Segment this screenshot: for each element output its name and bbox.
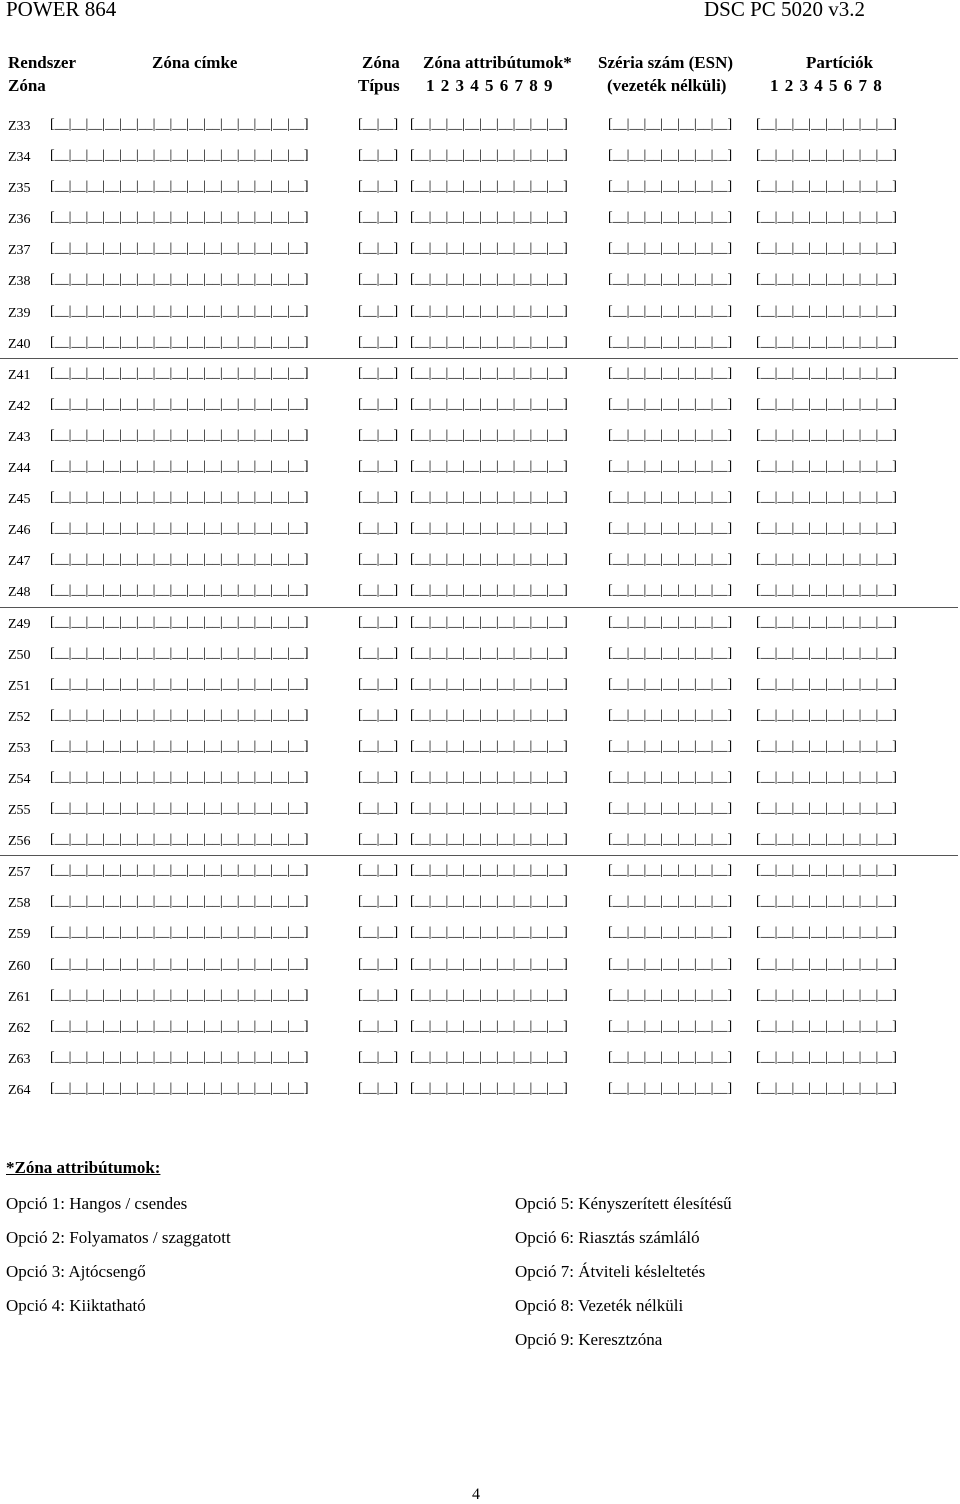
zone-type-field[interactable]: [__|__] <box>358 210 399 226</box>
zone-partitions-field[interactable]: [__|__|__|__|__|__|__|__] <box>756 738 897 754</box>
note-option-1: Opció 1: Hangos / csendes <box>6 1194 188 1213</box>
zone-number: Z56 <box>8 834 31 850</box>
zone-attributes-field[interactable]: [__|__|__|__|__|__|__|__|__] <box>410 272 568 288</box>
group-separator <box>0 607 958 608</box>
zone-partitions-field[interactable]: [__|__|__|__|__|__|__|__] <box>756 832 897 848</box>
zone-label-field[interactable]: [__|__|__|__|__|__|__|__|__|__|__|__|__|__|__] <box>50 396 309 412</box>
zone-partitions-field[interactable]: [__|__|__|__|__|__|__|__] <box>756 365 897 381</box>
zone-label-field[interactable]: [__|__|__|__|__|__|__|__|__|__|__|__|__|__|__] <box>50 738 309 754</box>
zone-partitions-field[interactable]: [__|__|__|__|__|__|__|__] <box>756 148 897 164</box>
zone-number: Z63 <box>8 1051 31 1067</box>
zone-row <box>0 614 960 645</box>
zone-number: Z39 <box>8 305 31 321</box>
zone-row <box>0 551 960 582</box>
zone-attributes-field[interactable]: [__|__|__|__|__|__|__|__|__] <box>410 303 568 319</box>
zone-label-field[interactable]: [__|__|__|__|__|__|__|__|__|__|__|__|__|__|__] <box>50 179 309 195</box>
zone-number: Z60 <box>8 958 31 974</box>
zone-label-field[interactable]: [__|__|__|__|__|__|__|__|__|__|__|__|__|__|__] <box>50 1018 309 1034</box>
zone-type-field[interactable]: [__|__] <box>358 303 399 319</box>
zone-number: Z52 <box>8 709 31 725</box>
zone-number: Z44 <box>8 461 31 477</box>
zone-serial-field[interactable]: [__|__|__|__|__|__|__] <box>608 272 733 288</box>
zone-serial-field[interactable]: [__|__|__|__|__|__|__] <box>608 521 733 537</box>
zone-row <box>0 738 960 769</box>
zone-serial-field[interactable]: [__|__|__|__|__|__|__] <box>608 210 733 226</box>
col-vezetek-nelkuli: (vezeték nélküli) <box>607 76 727 95</box>
zone-serial-field[interactable]: [__|__|__|__|__|__|__] <box>608 1018 733 1034</box>
zone-attributes-field[interactable]: [__|__|__|__|__|__|__|__|__] <box>410 645 568 661</box>
group-separator <box>0 855 958 856</box>
zone-number: Z55 <box>8 803 31 819</box>
note-option-3: Opció 3: Ajtócsengő <box>6 1262 146 1281</box>
zone-type-field[interactable]: [__|__] <box>358 925 399 941</box>
note-option-5: Opció 5: Kényszerített élesítésű <box>515 1194 732 1213</box>
zone-row <box>0 862 960 893</box>
zone-row <box>0 924 960 955</box>
zone-attributes-field[interactable]: [__|__|__|__|__|__|__|__|__] <box>410 956 568 972</box>
zone-type-field[interactable]: [__|__] <box>358 832 399 848</box>
zone-serial-field[interactable]: [__|__|__|__|__|__|__] <box>608 1080 733 1096</box>
zone-partitions-field[interactable]: [__|__|__|__|__|__|__|__] <box>756 490 897 506</box>
zone-label-field[interactable]: [__|__|__|__|__|__|__|__|__|__|__|__|__|__|__] <box>50 552 309 568</box>
zone-attributes-field[interactable]: [__|__|__|__|__|__|__|__|__] <box>410 738 568 754</box>
zone-attributes-field[interactable]: [__|__|__|__|__|__|__|__|__] <box>410 801 568 817</box>
zone-serial-field[interactable]: [__|__|__|__|__|__|__] <box>608 459 733 475</box>
zone-serial-field[interactable]: [__|__|__|__|__|__|__] <box>608 925 733 941</box>
zone-serial-field[interactable]: [__|__|__|__|__|__|__] <box>608 769 733 785</box>
zone-label-field[interactable]: [__|__|__|__|__|__|__|__|__|__|__|__|__|__|__] <box>50 272 309 288</box>
zone-row <box>0 240 960 271</box>
zone-label-field[interactable]: [__|__|__|__|__|__|__|__|__|__|__|__|__|__|__] <box>50 241 309 257</box>
zone-label-field[interactable]: [__|__|__|__|__|__|__|__|__|__|__|__|__|__|__] <box>50 210 309 226</box>
col-zona: Zóna <box>362 53 400 72</box>
zone-type-field[interactable]: [__|__] <box>358 365 399 381</box>
zone-type-field[interactable]: [__|__] <box>358 614 399 630</box>
zone-label-field[interactable]: [__|__|__|__|__|__|__|__|__|__|__|__|__|__|__] <box>50 334 309 350</box>
col-attr-numbers: 1 2 3 4 5 6 7 8 9 <box>426 76 553 95</box>
zone-attributes-field[interactable]: [__|__|__|__|__|__|__|__|__] <box>410 396 568 412</box>
zone-row <box>0 365 960 396</box>
zone-attributes-field[interactable]: [__|__|__|__|__|__|__|__|__] <box>410 583 568 599</box>
zone-attributes-field[interactable]: [__|__|__|__|__|__|__|__|__] <box>410 365 568 381</box>
zone-type-field[interactable]: [__|__] <box>358 1080 399 1096</box>
zone-serial-field[interactable]: [__|__|__|__|__|__|__] <box>608 645 733 661</box>
zone-type-field[interactable]: [__|__] <box>358 490 399 506</box>
zone-partitions-field[interactable]: [__|__|__|__|__|__|__|__] <box>756 303 897 319</box>
zone-serial-field[interactable]: [__|__|__|__|__|__|__] <box>608 396 733 412</box>
zone-attributes-field[interactable]: [__|__|__|__|__|__|__|__|__] <box>410 459 568 475</box>
zone-type-field[interactable]: [__|__] <box>358 179 399 195</box>
zone-partitions-field[interactable]: [__|__|__|__|__|__|__|__] <box>756 179 897 195</box>
zone-number: Z50 <box>8 647 31 663</box>
col-szeria-szam: Széria szám (ESN) <box>598 53 734 72</box>
zone-number: Z34 <box>8 150 31 166</box>
zone-partitions-field[interactable]: [__|__|__|__|__|__|__|__] <box>756 863 897 879</box>
zone-number: Z37 <box>8 243 31 259</box>
zone-number: Z59 <box>8 927 31 943</box>
zone-label-field[interactable]: [__|__|__|__|__|__|__|__|__|__|__|__|__|__|__] <box>50 925 309 941</box>
zone-serial-field[interactable]: [__|__|__|__|__|__|__] <box>608 987 733 1003</box>
zone-row <box>0 209 960 240</box>
zone-number: Z58 <box>8 896 31 912</box>
zone-type-field[interactable]: [__|__] <box>358 427 399 443</box>
zone-partitions-field[interactable]: [__|__|__|__|__|__|__|__] <box>756 396 897 412</box>
zone-type-field[interactable]: [__|__] <box>358 1018 399 1034</box>
zone-serial-field[interactable]: [__|__|__|__|__|__|__] <box>608 738 733 754</box>
col-zona-attributumok: Zóna attribútumok* <box>423 53 572 72</box>
zone-attributes-field[interactable]: [__|__|__|__|__|__|__|__|__] <box>410 1080 568 1096</box>
col-rendszer: Rendszer <box>8 53 76 72</box>
zone-serial-field[interactable]: [__|__|__|__|__|__|__] <box>608 334 733 350</box>
zone-label-field[interactable]: [__|__|__|__|__|__|__|__|__|__|__|__|__|__|__] <box>50 956 309 972</box>
zone-attributes-field[interactable]: [__|__|__|__|__|__|__|__|__] <box>410 552 568 568</box>
zone-type-field[interactable]: [__|__] <box>358 241 399 257</box>
zone-label-field[interactable]: [__|__|__|__|__|__|__|__|__|__|__|__|__|__|__] <box>50 117 309 132</box>
header-right-title: DSC PC 5020 v3.2 <box>704 0 866 21</box>
zone-number: Z48 <box>8 585 31 601</box>
zone-attributes-field[interactable]: [__|__|__|__|__|__|__|__|__] <box>410 521 568 537</box>
zone-attributes-field[interactable]: [__|__|__|__|__|__|__|__|__] <box>410 241 568 257</box>
zone-row <box>0 831 960 862</box>
zone-partitions-field[interactable]: [__|__|__|__|__|__|__|__] <box>756 925 897 941</box>
page-number: 4 <box>472 1486 480 1503</box>
zone-type-field[interactable]: [__|__] <box>358 148 399 164</box>
zone-partitions-field[interactable]: [__|__|__|__|__|__|__|__] <box>756 210 897 226</box>
zone-row <box>0 178 960 209</box>
zone-row <box>0 116 960 147</box>
zone-row <box>0 1018 960 1049</box>
zone-table <box>0 116 960 1111</box>
zone-partitions-field[interactable]: [__|__|__|__|__|__|__|__] <box>756 1018 897 1034</box>
zone-attributes-field[interactable]: [__|__|__|__|__|__|__|__|__] <box>410 769 568 785</box>
zone-label-field[interactable]: [__|__|__|__|__|__|__|__|__|__|__|__|__|__|__] <box>50 1080 309 1096</box>
zone-type-field[interactable]: [__|__] <box>358 396 399 412</box>
zone-partitions-field[interactable]: [__|__|__|__|__|__|__|__] <box>756 676 897 692</box>
col-tipus: Típus <box>358 76 400 95</box>
zone-row <box>0 707 960 738</box>
zone-type-field[interactable]: [__|__] <box>358 863 399 879</box>
zone-partitions-field[interactable]: [__|__|__|__|__|__|__|__] <box>756 427 897 443</box>
zone-attributes-field[interactable]: [__|__|__|__|__|__|__|__|__] <box>410 117 568 132</box>
zone-partitions-field[interactable]: [__|__|__|__|__|__|__|__] <box>756 801 897 817</box>
zone-row <box>0 489 960 520</box>
zone-number: Z40 <box>8 336 31 352</box>
zone-label-field[interactable]: [__|__|__|__|__|__|__|__|__|__|__|__|__|__|__] <box>50 801 309 817</box>
zone-type-field[interactable]: [__|__] <box>358 676 399 692</box>
zone-attributes-field[interactable]: [__|__|__|__|__|__|__|__|__] <box>410 1049 568 1065</box>
zone-attributes-field[interactable]: [__|__|__|__|__|__|__|__|__] <box>410 210 568 226</box>
zone-partitions-field[interactable]: [__|__|__|__|__|__|__|__] <box>756 614 897 630</box>
zone-serial-field[interactable]: [__|__|__|__|__|__|__] <box>608 552 733 568</box>
zone-label-field[interactable]: [__|__|__|__|__|__|__|__|__|__|__|__|__|__|__] <box>50 614 309 630</box>
group-separator <box>0 358 958 359</box>
zone-row <box>0 334 960 365</box>
zone-label-field[interactable]: [__|__|__|__|__|__|__|__|__|__|__|__|__|__|__] <box>50 521 309 537</box>
zone-type-field[interactable]: [__|__] <box>358 117 399 132</box>
zone-attributes-field[interactable]: [__|__|__|__|__|__|__|__|__] <box>410 179 568 195</box>
zone-attributes-field[interactable]: [__|__|__|__|__|__|__|__|__] <box>410 334 568 350</box>
zone-number: Z49 <box>8 616 31 632</box>
zone-row <box>0 458 960 489</box>
zone-serial-field[interactable]: [__|__|__|__|__|__|__] <box>608 707 733 723</box>
zone-type-field[interactable]: [__|__] <box>358 987 399 1003</box>
zone-serial-field[interactable]: [__|__|__|__|__|__|__] <box>608 894 733 910</box>
zone-serial-field[interactable]: [__|__|__|__|__|__|__] <box>608 801 733 817</box>
col-zona-cimke: Zóna címke <box>152 53 238 72</box>
zone-serial-field[interactable]: [__|__|__|__|__|__|__] <box>608 241 733 257</box>
zone-label-field[interactable]: [__|__|__|__|__|__|__|__|__|__|__|__|__|__|__] <box>50 148 309 164</box>
zone-row <box>0 893 960 924</box>
zone-attributes-field[interactable]: [__|__|__|__|__|__|__|__|__] <box>410 427 568 443</box>
zone-attributes-field[interactable]: [__|__|__|__|__|__|__|__|__] <box>410 148 568 164</box>
zone-attributes-field[interactable]: [__|__|__|__|__|__|__|__|__] <box>410 987 568 1003</box>
zone-serial-field[interactable]: [__|__|__|__|__|__|__] <box>608 832 733 848</box>
note-option-2: Opció 2: Folyamatos / szaggatott <box>6 1228 231 1247</box>
zone-number: Z36 <box>8 212 31 228</box>
zone-number: Z47 <box>8 554 31 570</box>
notes-title: *Zóna attribútumok: <box>6 1158 161 1177</box>
note-option-9: Opció 9: Keresztzóna <box>515 1330 663 1349</box>
zone-row <box>0 987 960 1018</box>
zone-type-field[interactable]: [__|__] <box>358 956 399 972</box>
col-zona-2: Zóna <box>8 76 46 95</box>
zone-serial-field[interactable]: [__|__|__|__|__|__|__] <box>608 117 733 132</box>
zone-attributes-field[interactable]: [__|__|__|__|__|__|__|__|__] <box>410 707 568 723</box>
zone-row <box>0 1080 960 1111</box>
zone-number: Z35 <box>8 181 31 197</box>
zone-partitions-field[interactable]: [__|__|__|__|__|__|__|__] <box>756 334 897 350</box>
zone-row <box>0 645 960 676</box>
zone-row <box>0 956 960 987</box>
zone-label-field[interactable]: [__|__|__|__|__|__|__|__|__|__|__|__|__|__|__] <box>50 303 309 319</box>
zone-serial-field[interactable]: [__|__|__|__|__|__|__] <box>608 676 733 692</box>
zone-type-field[interactable]: [__|__] <box>358 583 399 599</box>
zone-type-field[interactable]: [__|__] <box>358 738 399 754</box>
zone-serial-field[interactable]: [__|__|__|__|__|__|__] <box>608 583 733 599</box>
zone-partitions-field[interactable]: [__|__|__|__|__|__|__|__] <box>756 956 897 972</box>
zone-type-field[interactable]: [__|__] <box>358 707 399 723</box>
zone-partitions-field[interactable]: [__|__|__|__|__|__|__|__] <box>756 707 897 723</box>
note-option-6: Opció 6: Riasztás számláló <box>515 1228 700 1247</box>
zone-attributes-field[interactable]: [__|__|__|__|__|__|__|__|__] <box>410 925 568 941</box>
zone-partitions-field[interactable]: [__|__|__|__|__|__|__|__] <box>756 459 897 475</box>
zone-partitions-field[interactable]: [__|__|__|__|__|__|__|__] <box>756 117 897 132</box>
zone-type-field[interactable]: [__|__] <box>358 272 399 288</box>
header-left-title: POWER 864 <box>6 0 117 21</box>
zone-serial-field[interactable]: [__|__|__|__|__|__|__] <box>608 956 733 972</box>
zone-attributes-field[interactable]: [__|__|__|__|__|__|__|__|__] <box>410 676 568 692</box>
zone-label-field[interactable]: [__|__|__|__|__|__|__|__|__|__|__|__|__|__|__] <box>50 707 309 723</box>
zone-label-field[interactable]: [__|__|__|__|__|__|__|__|__|__|__|__|__|__|__] <box>50 459 309 475</box>
zone-number: Z46 <box>8 523 31 539</box>
zone-label-field[interactable]: [__|__|__|__|__|__|__|__|__|__|__|__|__|__|__] <box>50 987 309 1003</box>
zone-label-field[interactable]: [__|__|__|__|__|__|__|__|__|__|__|__|__|__|__] <box>50 863 309 879</box>
zone-row <box>0 396 960 427</box>
zone-number: Z54 <box>8 771 31 787</box>
zone-type-field[interactable]: [__|__] <box>358 552 399 568</box>
zone-row <box>0 147 960 178</box>
zone-serial-field[interactable]: [__|__|__|__|__|__|__] <box>608 303 733 319</box>
zone-serial-field[interactable]: [__|__|__|__|__|__|__] <box>608 148 733 164</box>
zone-number: Z53 <box>8 740 31 756</box>
zone-partitions-field[interactable]: [__|__|__|__|__|__|__|__] <box>756 241 897 257</box>
zone-partitions-field[interactable]: [__|__|__|__|__|__|__|__] <box>756 272 897 288</box>
zone-serial-field[interactable]: [__|__|__|__|__|__|__] <box>608 365 733 381</box>
note-option-4: Opció 4: Kiiktatható <box>6 1296 146 1315</box>
zone-type-field[interactable]: [__|__] <box>358 334 399 350</box>
zone-label-field[interactable]: [__|__|__|__|__|__|__|__|__|__|__|__|__|__|__] <box>50 1049 309 1065</box>
zone-label-field[interactable]: [__|__|__|__|__|__|__|__|__|__|__|__|__|__|__] <box>50 490 309 506</box>
zone-number: Z41 <box>8 367 31 383</box>
col-particiok: Partíciók <box>806 53 874 72</box>
zone-number: Z33 <box>8 119 31 134</box>
zone-label-field[interactable]: [__|__|__|__|__|__|__|__|__|__|__|__|__|__|__] <box>50 769 309 785</box>
col-partition-numbers: 1 2 3 4 5 6 7 8 <box>770 76 882 95</box>
note-option-7: Opció 7: Átviteli késleltetés <box>515 1262 706 1281</box>
zone-type-field[interactable]: [__|__] <box>358 645 399 661</box>
zone-number: Z62 <box>8 1020 31 1036</box>
zone-label-field[interactable]: [__|__|__|__|__|__|__|__|__|__|__|__|__|__|__] <box>50 676 309 692</box>
zone-partitions-field[interactable]: [__|__|__|__|__|__|__|__] <box>756 552 897 568</box>
zone-number: Z38 <box>8 274 31 290</box>
zone-number: Z64 <box>8 1082 31 1098</box>
zone-type-field[interactable]: [__|__] <box>358 1049 399 1065</box>
zone-row <box>0 769 960 800</box>
zone-partitions-field[interactable]: [__|__|__|__|__|__|__|__] <box>756 1049 897 1065</box>
zone-row <box>0 582 960 613</box>
zone-partitions-field[interactable]: [__|__|__|__|__|__|__|__] <box>756 894 897 910</box>
zone-attributes-field[interactable]: [__|__|__|__|__|__|__|__|__] <box>410 490 568 506</box>
zone-serial-field[interactable]: [__|__|__|__|__|__|__] <box>608 863 733 879</box>
zone-label-field[interactable]: [__|__|__|__|__|__|__|__|__|__|__|__|__|__|__] <box>50 894 309 910</box>
zone-number: Z57 <box>8 865 31 881</box>
zone-attributes-field[interactable]: [__|__|__|__|__|__|__|__|__] <box>410 614 568 630</box>
zone-label-field[interactable]: [__|__|__|__|__|__|__|__|__|__|__|__|__|__|__] <box>50 645 309 661</box>
zone-serial-field[interactable]: [__|__|__|__|__|__|__] <box>608 427 733 443</box>
zone-attributes-field[interactable]: [__|__|__|__|__|__|__|__|__] <box>410 1018 568 1034</box>
zone-partitions-field[interactable]: [__|__|__|__|__|__|__|__] <box>756 645 897 661</box>
zone-attributes-field[interactable]: [__|__|__|__|__|__|__|__|__] <box>410 894 568 910</box>
zone-label-field[interactable]: [__|__|__|__|__|__|__|__|__|__|__|__|__|__|__] <box>50 832 309 848</box>
zone-number: Z45 <box>8 492 31 508</box>
zone-number: Z43 <box>8 429 31 445</box>
zone-row <box>0 520 960 551</box>
zone-type-field[interactable]: [__|__] <box>358 769 399 785</box>
zone-row <box>0 427 960 458</box>
zone-number: Z61 <box>8 989 31 1005</box>
zone-attributes-field[interactable]: [__|__|__|__|__|__|__|__|__] <box>410 863 568 879</box>
note-option-8: Opció 8: Vezeték nélküli <box>515 1296 684 1315</box>
zone-type-field[interactable]: [__|__] <box>358 459 399 475</box>
zone-row <box>0 271 960 302</box>
zone-serial-field[interactable]: [__|__|__|__|__|__|__] <box>608 179 733 195</box>
zone-partitions-field[interactable]: [__|__|__|__|__|__|__|__] <box>756 987 897 1003</box>
zone-type-field[interactable]: [__|__] <box>358 894 399 910</box>
zone-row <box>0 676 960 707</box>
zone-partitions-field[interactable]: [__|__|__|__|__|__|__|__] <box>756 583 897 599</box>
zone-serial-field[interactable]: [__|__|__|__|__|__|__] <box>608 490 733 506</box>
zone-serial-field[interactable]: [__|__|__|__|__|__|__] <box>608 614 733 630</box>
zone-label-field[interactable]: [__|__|__|__|__|__|__|__|__|__|__|__|__|__|__] <box>50 427 309 443</box>
zone-partitions-field[interactable]: [__|__|__|__|__|__|__|__] <box>756 769 897 785</box>
zone-label-field[interactable]: [__|__|__|__|__|__|__|__|__|__|__|__|__|__|__] <box>50 365 309 381</box>
zone-row <box>0 303 960 334</box>
zone-partitions-field[interactable]: [__|__|__|__|__|__|__|__] <box>756 1080 897 1096</box>
zone-type-field[interactable]: [__|__] <box>358 521 399 537</box>
zone-label-field[interactable]: [__|__|__|__|__|__|__|__|__|__|__|__|__|__|__] <box>50 583 309 599</box>
zone-number: Z51 <box>8 678 31 694</box>
zone-row <box>0 1049 960 1080</box>
zone-number: Z42 <box>8 398 31 414</box>
zone-partitions-field[interactable]: [__|__|__|__|__|__|__|__] <box>756 521 897 537</box>
zone-row <box>0 800 960 831</box>
zone-serial-field[interactable]: [__|__|__|__|__|__|__] <box>608 1049 733 1065</box>
zone-attributes-field[interactable]: [__|__|__|__|__|__|__|__|__] <box>410 832 568 848</box>
zone-type-field[interactable]: [__|__] <box>358 801 399 817</box>
